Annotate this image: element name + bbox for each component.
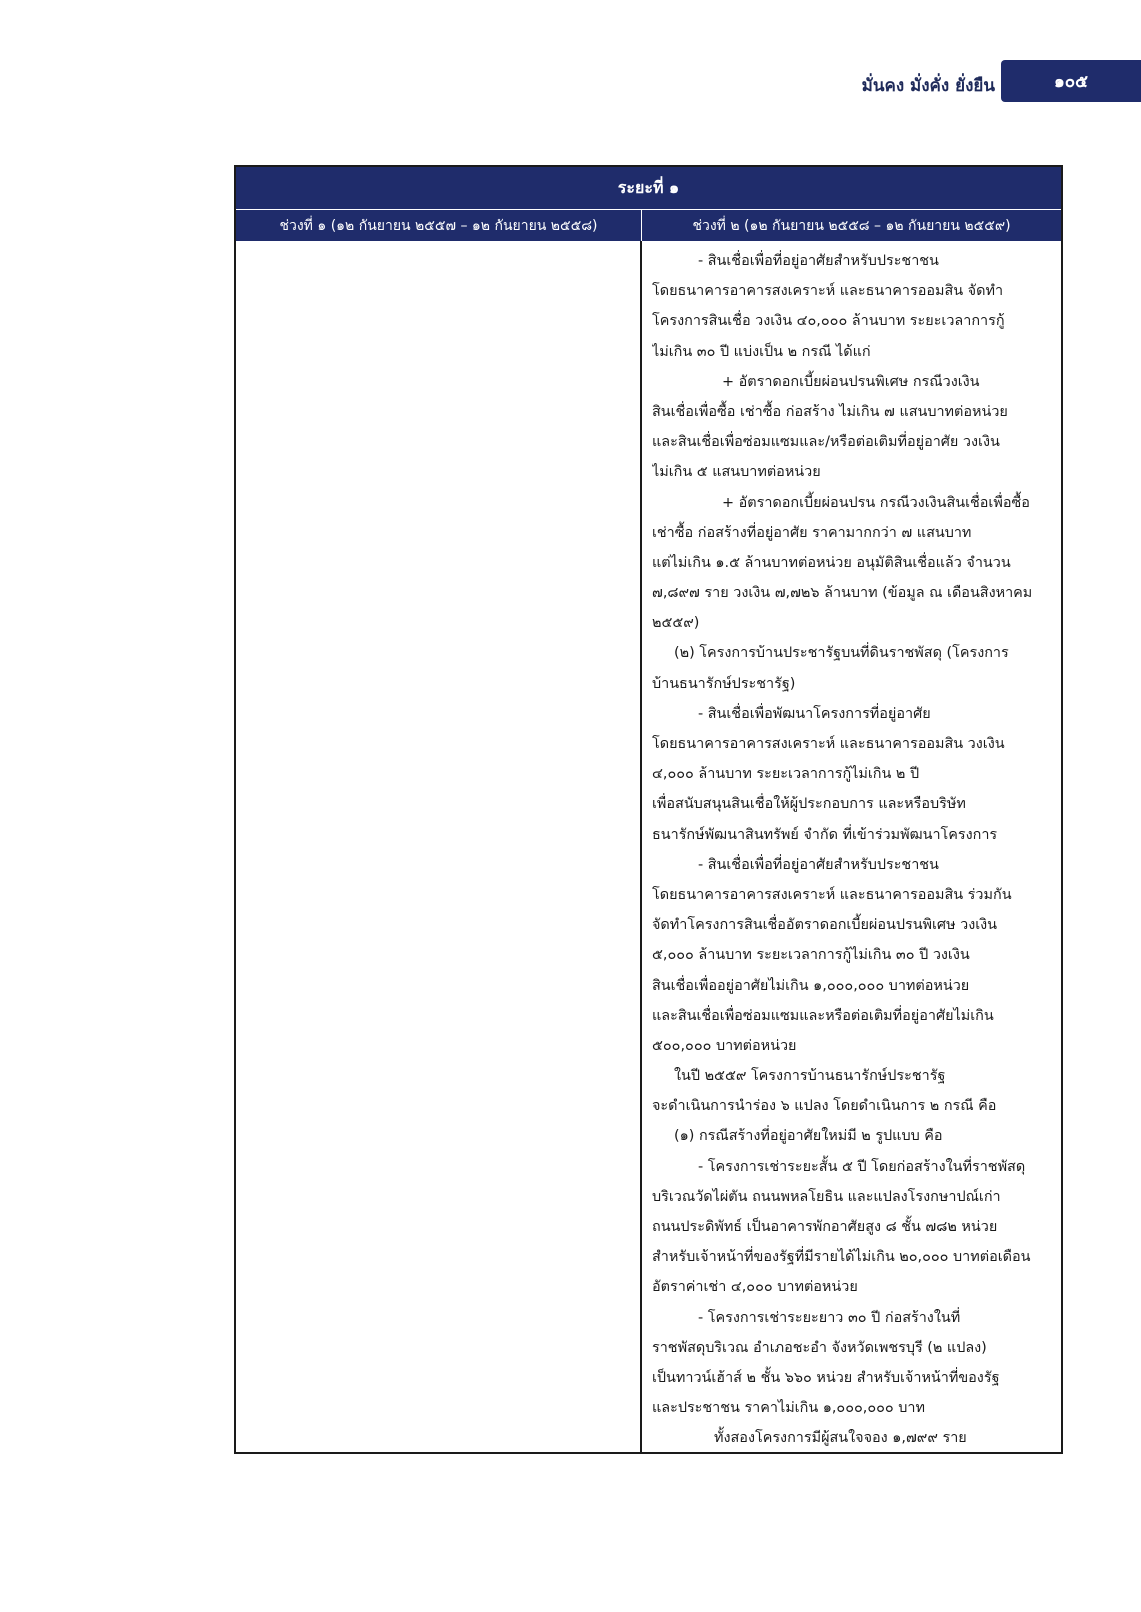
page-number-tab — [1001, 60, 1141, 102]
text-line: ไม่เกิน ๕ แสนบาทต่อหน่วย — [652, 464, 821, 481]
text-line: ๗,๘๙๗ ราย วงเงิน ๗,๗๒๖ ล้านบาท (ข้อมูล ณ เดือนสิงหาคม — [652, 585, 1033, 602]
header-slogan: มั่นคง มั่งคั่ง ยั่งยืน — [861, 76, 995, 96]
page-number: ๑๐๕ — [1053, 71, 1089, 92]
column-header-period-2: ช่วงที่ ๒ (๑๒ กันยายน ๒๕๕๘ – ๑๒ กันยายน ๒๕๕๙) — [692, 217, 1011, 234]
text-line: จะดำเนินการนำร่อง ๖ แปลง โดยดำเนินการ ๒ กรณี คือ — [652, 1098, 997, 1115]
text-line: ทั้งสองโครงการมีผู้สนใจจอง ๑,๗๙๙ ราย — [714, 1430, 967, 1447]
text-line: เช่าซื้อ ก่อสร้างที่อยู่อาศัย ราคามากกว่า ๗ แสนบาท — [652, 524, 972, 541]
period-2-cell — [642, 241, 1061, 1452]
table-body-row — [236, 241, 1061, 1452]
document-table — [234, 165, 1063, 1454]
text-line: + อัตราดอกเบี้ยผ่อนปรนพิเศษ กรณีวงเงิน — [722, 373, 980, 390]
phase-header: ระยะที่ ๑ — [236, 167, 1061, 210]
text-line: ๒๕๕๙) — [652, 615, 700, 632]
text-line: - สินเชื่อเพื่อที่อยู่อาศัยสำหรับประชาชน — [698, 856, 939, 873]
text-line: โดยธนาคารอาคารสงเคราะห์ และธนาคารออมสิน จัดทำ — [652, 283, 1004, 300]
text-line: ราชพัสดุบริเวณ อำเภอชะอำ จังหวัดเพชรบุรี (๒ แปลง) — [652, 1339, 987, 1356]
text-line: เป็นทาวน์เฮ้าส์ ๒ ชั้น ๖๖๐ หน่วย สำหรับเจ้าหน้าที่ของรัฐ — [652, 1369, 1000, 1386]
period-1-cell — [236, 241, 642, 1452]
text-line: ๕,๐๐๐ ล้านบาท ระยะเวลาการกู้ไม่เกิน ๓๐ ปี วงเงิน — [652, 947, 970, 964]
text-line: ๕๐๐,๐๐๐ บาทต่อหน่วย — [652, 1037, 797, 1054]
text-line: แต่ไม่เกิน ๑.๕ ล้านบาทต่อหน่วย อนุมัติสินเชื่อแล้ว จำนวน — [652, 554, 1011, 571]
column-header-period-1: ช่วงที่ ๑ (๑๒ กันยายน ๒๕๕๗ – ๑๒ กันยายน ๒๕๕๘) — [236, 210, 642, 241]
text-line: และสินเชื่อเพื่อซ่อมแซมและหรือต่อเติมที่อยู่อาศัยไม่เกิน — [652, 1007, 994, 1024]
text-line: + อัตราดอกเบี้ยผ่อนปรน กรณีวงเงินสินเชื่อเพื่อซื้อ — [722, 494, 1030, 511]
text-line: และสินเชื่อเพื่อซ่อมแซมและ/หรือต่อเติมที่อยู่อาศัย วงเงิน — [652, 434, 1000, 451]
text-line: ธนารักษ์พัฒนาสินทรัพย์ จำกัด ที่เข้าร่วมพัฒนาโครงการ — [652, 826, 998, 843]
text-line: อัตราค่าเช่า ๔,๐๐๐ บาทต่อหน่วย — [652, 1279, 858, 1296]
text-line: - สินเชื่อเพื่อพัฒนาโครงการที่อยู่อาศัย — [698, 705, 931, 722]
text-line: ถนนประดิพัทธ์ เป็นอาคารพักอาศัยสูง ๘ ชั้น ๗๘๒ หน่วย — [652, 1219, 998, 1235]
text-line: สำหรับเจ้าหน้าที่ของรัฐที่มีรายได้ไม่เกิน ๒๐,๐๐๐ บาทต่อเดือน — [652, 1249, 1031, 1266]
text-line: ไม่เกิน ๓๐ ปี แบ่งเป็น ๒ กรณี ได้แก่ — [652, 343, 871, 360]
text-line: โครงการสินเชื่อ วงเงิน ๔๐,๐๐๐ ล้านบาท ระยะเวลาการกู้ — [652, 313, 1005, 330]
text-line: และประชาชน ราคาไม่เกิน ๑,๐๐๐,๐๐๐ บาท — [652, 1400, 925, 1417]
text-line: ๔,๐๐๐ ล้านบาท ระยะเวลาการกู้ไม่เกิน ๒ ปี — [652, 766, 920, 783]
text-line: เพื่อสนับสนุนสินเชื่อให้ผู้ประกอบการ และหรือบริษัท — [652, 796, 966, 813]
text-line: จัดทำโครงการสินเชื่ออัตราดอกเบี้ยผ่อนปรนพิเศษ วงเงิน — [652, 917, 998, 934]
text-line: (๑) กรณีสร้างที่อยู่อาศัยใหม่มี ๒ รูปแบบ คือ — [674, 1128, 943, 1145]
text-line: สินเชื่อเพื่ออยู่อาศัยไม่เกิน ๑,๐๐๐,๐๐๐ บาทต่อหน่วย — [652, 977, 970, 994]
text-line: บริเวณวัดไผ่ตัน ถนนพหลโยธิน และแปลงโรงกษาปณ์เก่า — [652, 1188, 1001, 1205]
text-line: โดยธนาคารอาคารสงเคราะห์ และธนาคารออมสิน ร่วมกัน — [652, 886, 1012, 903]
text-line: (๒) โครงการบ้านประชารัฐบนที่ดินราชพัสดุ (โครงการ — [674, 645, 1009, 662]
text-line: - โครงการเช่าระยะยาว ๓๐ ปี ก่อสร้างในที่ — [698, 1309, 961, 1326]
text-line: ในปี ๒๕๕๙ โครงการบ้านธนารักษ์ประชารัฐ — [674, 1068, 946, 1085]
text-line: สินเชื่อเพื่อซื้อ เช่าซื้อ ก่อสร้าง ไม่เกิน ๗ แสนบาทต่อหน่วย — [652, 403, 1008, 420]
text-line: บ้านธนารักษ์ประชารัฐ) — [652, 675, 796, 692]
text-line: โดยธนาคารอาคารสงเคราะห์ และธนาคารออมสิน วงเงิน — [652, 736, 1005, 752]
column-headers — [236, 210, 1061, 241]
text-line: - โครงการเช่าระยะสั้น ๕ ปี โดยก่อสร้างในที่ราชพัสดุ — [698, 1158, 1026, 1175]
text-line: - สินเชื่อเพื่อที่อยู่อาศัยสำหรับประชาชน — [698, 253, 939, 269]
